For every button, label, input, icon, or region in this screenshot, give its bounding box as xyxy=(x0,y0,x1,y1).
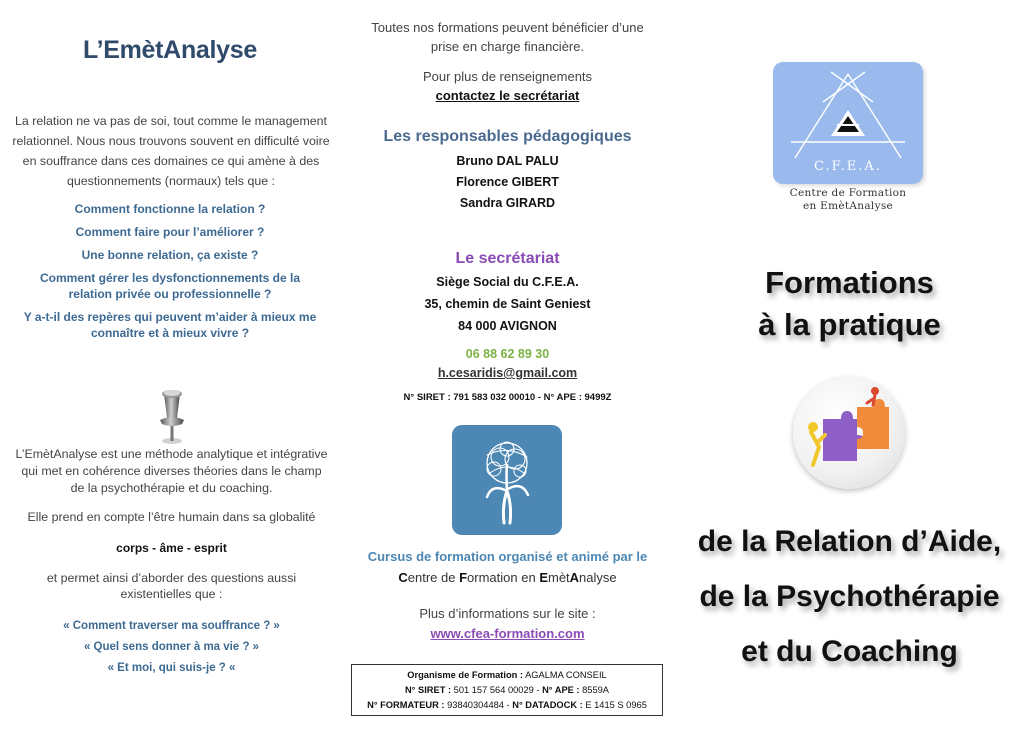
org-value: AGALMA CONSEIL xyxy=(523,670,607,680)
name-part: mèt xyxy=(547,570,570,585)
responsable-name: Florence GIBERT xyxy=(456,175,559,189)
org-label: Organisme de Formation : xyxy=(407,670,523,680)
org-line-3 xyxy=(352,698,662,713)
motto: corps - âme - esprit xyxy=(116,541,227,555)
org-value: 8559A xyxy=(579,685,609,695)
quote-item: « Quel sens donner à ma vie ? » xyxy=(83,641,260,653)
org-label: N° APE : xyxy=(542,685,580,695)
website-link[interactable]: www.cfea-formation.com xyxy=(430,626,585,641)
subtitle-line: et du Coaching xyxy=(741,635,958,668)
cfea-full-name xyxy=(340,570,675,585)
brand-title: L’EmètAnalyse xyxy=(83,36,257,64)
organisme-info-box xyxy=(351,664,663,716)
question-item: Y a-t-il des repères qui peuvent m’aider à mieux me connaître et à mieux vivre ? xyxy=(23,310,317,340)
org-line-1 xyxy=(352,668,662,683)
site-lead: Plus d’informations sur le site : xyxy=(419,606,596,621)
question-item: Comment gérer les dysfonctionnements de la relation privée ou professionnelle ? xyxy=(39,271,301,301)
cursus-text: Cursus de formation organisé et animé par le xyxy=(367,549,648,564)
org-line-2 xyxy=(352,683,662,698)
left-panel xyxy=(0,0,340,730)
address-line: 84 000 AVIGNON xyxy=(458,319,557,333)
subtitle xyxy=(675,514,1024,679)
cfea-triangle-logo-icon xyxy=(773,62,923,184)
quote-item: « Et moi, qui suis-je ? « xyxy=(107,662,236,674)
org-value: 93840304484 - xyxy=(444,700,513,710)
tree-logo-icon xyxy=(452,425,562,535)
secretariat-heading: Le secrétariat xyxy=(455,250,560,267)
question-item: Comment fonctionne la relation ? xyxy=(74,202,266,216)
logo-text: C.F.E.A. xyxy=(814,159,882,174)
push-pin-icon xyxy=(150,386,194,448)
subtitle-line: de la Psychothérapie xyxy=(699,580,1000,613)
email-link[interactable]: h.cesaridis@gmail.com xyxy=(437,366,578,380)
siret-line: N° SIRET : 791 583 032 00010 - N° APE : 9499Z xyxy=(403,392,612,403)
logo-caption-line: Centre de Formation xyxy=(789,187,907,199)
org-value: 501 157 564 00029 - xyxy=(451,685,543,695)
subtitle-line: de la Relation d’Aide, xyxy=(697,525,1002,558)
title-line: à la pratique xyxy=(758,307,941,342)
middle-panel xyxy=(340,0,675,730)
phone-number[interactable]: 06 88 62 89 30 xyxy=(465,347,550,361)
initial-a: A xyxy=(569,570,580,585)
contact-secretariat-link[interactable]: contactez le secrétariat xyxy=(435,88,580,103)
right-panel xyxy=(675,0,1024,730)
questions-list xyxy=(20,201,320,348)
intro-paragraph: La relation ne va pas de soi, tout comme le management relationnel. Nous nous trouvons souvent en difficulté voire en souffrance dans ces domaines ce qui amène à des questionnements (normaux) tels que : xyxy=(12,114,330,188)
initial-c: C xyxy=(398,570,408,585)
address-block xyxy=(340,271,675,337)
org-label: N° FORMATEUR : xyxy=(367,700,445,710)
responsable-name: Bruno DAL PALU xyxy=(456,154,559,168)
contact-line xyxy=(340,86,675,105)
name-part: ormation en xyxy=(467,570,540,585)
logo-caption xyxy=(735,187,961,213)
org-label: N° SIRET : xyxy=(405,685,452,695)
address-line: Siège Social du C.F.E.A. xyxy=(436,275,579,289)
existential-intro: et permet ainsi d’aborder des questions aussi existentielles que : xyxy=(46,571,297,601)
main-title xyxy=(675,262,1024,346)
holistic-description: Elle prend en compte l’être humain dans sa globalité xyxy=(27,510,316,524)
initial-e: E xyxy=(539,570,548,585)
quote-item: « Comment traverser ma souffrance ? » xyxy=(63,620,280,632)
initial-f: F xyxy=(459,570,468,585)
name-part: nalyse xyxy=(579,570,617,585)
address-line: 35, chemin de Saint Geniest xyxy=(424,297,591,311)
responsables-list xyxy=(340,151,675,214)
name-part: entre de xyxy=(407,570,460,585)
responsable-name: Sandra GIRARD xyxy=(459,196,556,210)
quotes-list xyxy=(14,620,329,683)
puzzle-people-icon xyxy=(793,377,905,489)
question-item: Comment faire pour l’améliorer ? xyxy=(75,225,265,239)
more-info-lead: Pour plus de renseignements xyxy=(422,69,593,84)
org-value: E 1415 S 0965 xyxy=(582,700,647,710)
org-label: N° DATADOCK : xyxy=(512,700,583,710)
title-line: Formations xyxy=(765,265,934,300)
logo-caption-line: en EmètAnalyse xyxy=(802,200,894,212)
method-description: L’EmètAnalyse est une méthode analytique et intégrative qui met en cohérence diverses théories dans le champ de la psychothérapie et du coaching. xyxy=(15,447,328,495)
funding-text: Toutes nos formations peuvent bénéficier d’une prise en charge financière. xyxy=(371,20,644,54)
question-item: Une bonne relation, ça existe ? xyxy=(81,248,259,262)
responsables-heading: Les responsables pédagogiques xyxy=(383,128,632,145)
